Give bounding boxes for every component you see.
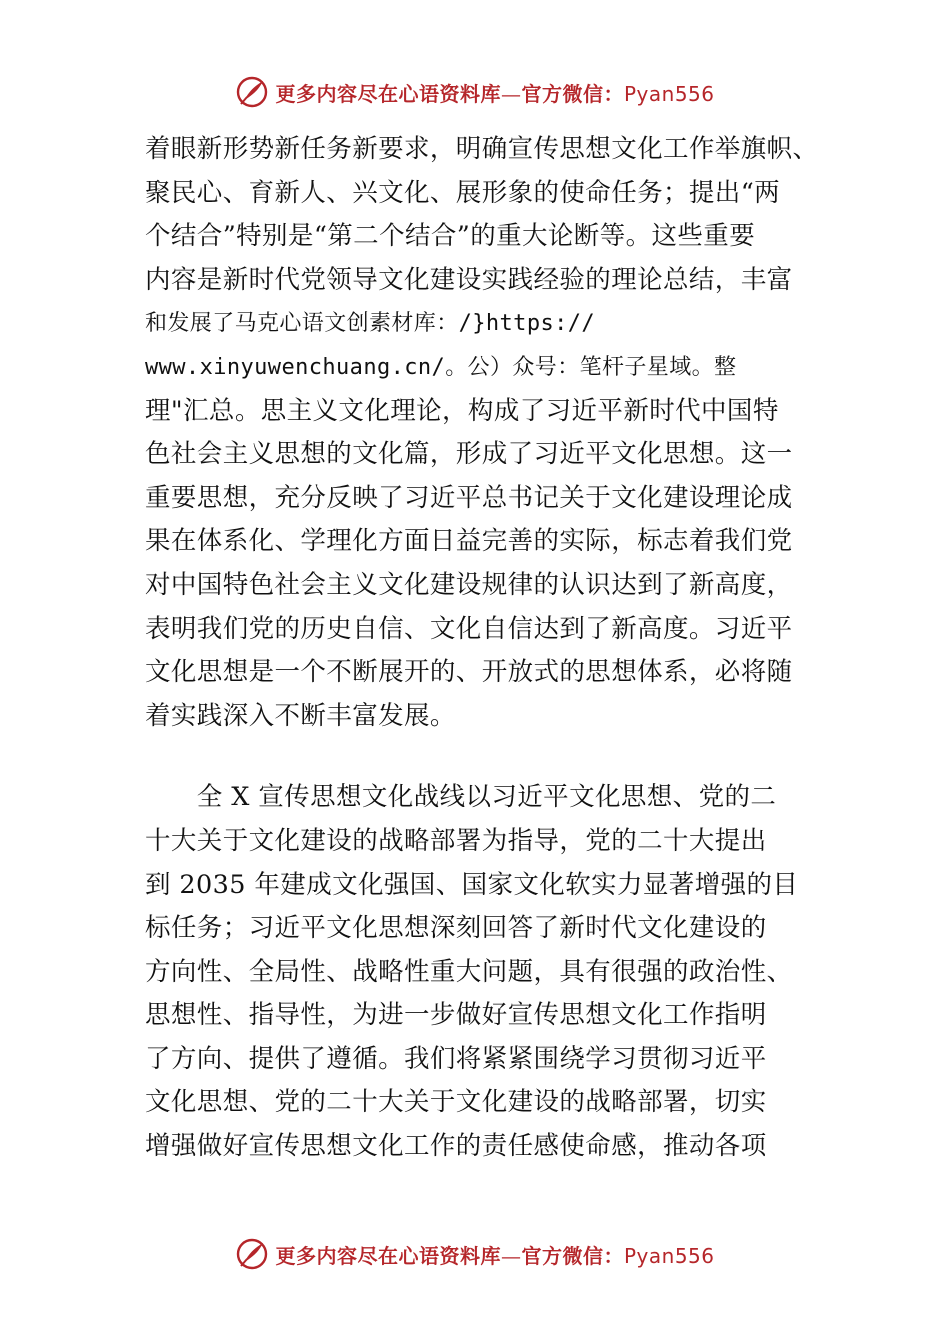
text-line: 着实践深入不断丰富发展。 — [145, 700, 456, 731]
text-line: 表明我们党的历史自信、文化自信达到了新高度。习近平 — [145, 613, 793, 644]
text-line: 内容是新时代党领导文化建设实践经验的理论总结，丰富 — [145, 264, 793, 295]
text-line: 果在体系化、学理化方面日益完善的实际，标志着我们党 — [145, 526, 793, 557]
text-line: 重要思想，充分反映了习近平总书记关于文化建设理论成 — [145, 482, 793, 513]
quill-logo-icon — [235, 75, 269, 109]
quill-logo-icon — [235, 1237, 269, 1271]
text-line: 理"汇总。思主义文化理论，构成了习近平新时代中国特 — [145, 395, 779, 426]
text-line: 增强做好宣传思想文化工作的责任感使命感，推动各项 — [145, 1131, 767, 1162]
text-line: 文化思想是一个不断展开的、开放式的思想体系，必将随 — [145, 657, 793, 688]
text-line: www.xinyuwenchuang.cn/。公）众号：笔杆子星域。整 — [145, 354, 737, 380]
header-banner — [0, 70, 950, 114]
text-line: 十大关于文化建设的战略部署为指导，党的二十大提出 — [145, 825, 767, 856]
text-line: 个结合”特别是“第二个结合”的重大论断等。这些重要 — [145, 221, 756, 252]
paragraph-1 — [145, 128, 825, 738]
header-banner-text: 更多内容尽在心语资料库—官方微信：Pyan556 — [275, 81, 715, 106]
text-line: 聚民心、育新人、兴文化、展形象的使命任务；提出“两 — [145, 177, 781, 208]
document-body — [145, 128, 825, 1169]
text-line: 方向性、全局性、战略性重大问题，具有很强的政治性、 — [145, 956, 793, 987]
text-line: 对中国特色社会主义文化建设规律的认识达到了新高度， — [145, 569, 793, 600]
paragraph-gap — [145, 738, 825, 776]
text-line: 思想性、指导性，为进一步做好宣传思想文化工作指明 — [145, 1000, 767, 1031]
text-line: 标任务；习近平文化思想深刻回答了新时代文化建设的 — [145, 913, 767, 944]
footer-banner-text: 更多内容尽在心语资料库—官方微信：Pyan556 — [275, 1243, 715, 1268]
text-line: 到 2035 年建成文化强国、国家文化软实力显著增强的目 — [145, 869, 799, 900]
text-line: 色社会主义思想的文化篇，形成了习近平文化思想。这一 — [145, 439, 793, 470]
text-line: 了方向、提供了遵循。我们将紧紧围绕学习贯彻习近平 — [145, 1043, 767, 1074]
text-line: 全 X 宣传思想文化战线以习近平文化思想、党的二 — [145, 782, 777, 813]
text-line: 着眼新形势新任务新要求，明确宣传思想文化工作举旗帜、 — [145, 134, 819, 164]
footer-banner — [0, 1232, 950, 1276]
text-line: 和发展了马克心语文创素材库：/}https:// — [145, 311, 596, 337]
paragraph-2 — [145, 776, 825, 1168]
text-line: 文化思想、党的二十大关于文化建设的战略部署，切实 — [145, 1087, 767, 1118]
